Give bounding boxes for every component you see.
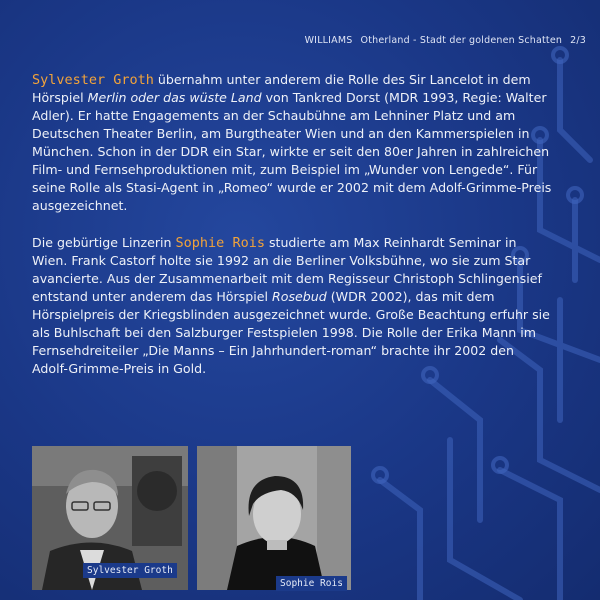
header-author: WILLIAMS	[304, 35, 353, 46]
page-header	[305, 35, 586, 46]
portrait-rois-image	[197, 446, 351, 590]
header-title: Otherland - Stadt der goldenen Schatten	[360, 35, 563, 46]
text-segment: übernahm unter anderem die Rolle des Sir Lancelot in dem Hörspiel	[32, 72, 531, 105]
actor-name-groth: Sylvester Groth	[32, 72, 154, 88]
actor-name-rois: Sophie Rois	[175, 235, 265, 251]
text-segment: von Tankred Dorst (MDR 1993, Regie: Walter Adler). Er hatte Engagements an der Schaubühne am Lehniner Platz und am Deutschen Theater Berlin, am Burgtheater Wien und an den Kammerspielen in München. Schon in der DDR ein Star, wirkte er seit den 80er Jahren in zahlreichen Film- und Fernsehproduktionen mit, zum Beispiel im „Wunder von Lengede“. Für seine Rolle als Stasi-Agent in „Romeo“ wurde er 2002 mit dem Adolf-Grimme-Preis ausgezeichnet.	[32, 90, 552, 213]
text-segment: (WDR 2002), das mit dem Hörspielpreis der Kriegsblinden ausgezeichnet wurde. Große Beachtung erfuhr sie als Buhlschaft bei den Salzburger Festspielen 1998. Die Rolle der Erika Mann im Fernsehdreiteiler „Die Manns – Ein Jahrhundert-roman“ brachte ihr 2002 den Adolf-Grimme-Preis in Gold.	[32, 289, 550, 376]
photo-sophie-rois	[197, 446, 351, 590]
text-segment: studierte am Max Reinhardt Seminar in Wien. Frank Castorf holte sie 1992 an die Berliner Volksbühne, wo sie zum Star avancierte. Aus der Zusammenarbeit mit dem Regisseur Christoph Schlingensief entstand unter anderem das Hörspiel	[32, 235, 542, 304]
text-segment: Die gebürtige Linzerin	[32, 235, 176, 250]
bio-paragraph-groth	[32, 71, 552, 215]
bio-paragraph-rois	[32, 234, 552, 378]
caption-sophie-rois: Sophie Rois	[276, 576, 347, 591]
caption-sylvester-groth: Sylvester Groth	[83, 563, 177, 578]
page-number: 2/3	[570, 35, 586, 46]
work-title: Merlin oder das wüste Land	[87, 90, 262, 105]
work-title: Rosebud	[272, 289, 327, 304]
